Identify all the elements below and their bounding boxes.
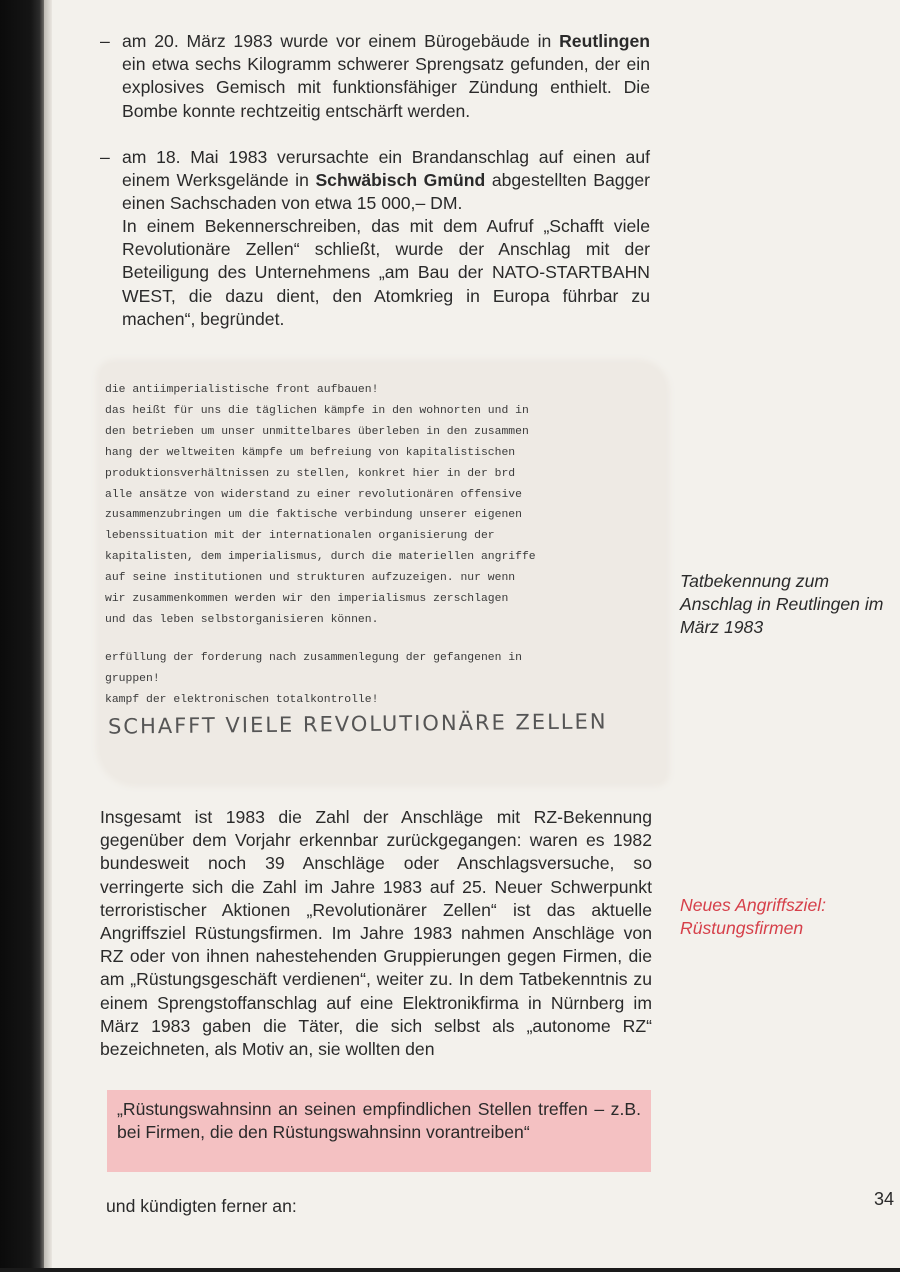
quote-text: „Rüstungswahnsinn an seinen empfindlichen Stellen treffen – z.B. bei Firmen, die den Rüstungswahnsinn vorantreiben“ [117,1099,641,1142]
bullet-dash: – [100,147,110,167]
page-gutter [44,0,52,1272]
book-spine-shadow [0,0,44,1272]
margin-note-angriffsziel: Neues Angriffsziel: Rüstungsfirmen [680,895,827,938]
bullet-schwaebisch-gmuend: – am 18. Mai 1983 verursachte ein Brandanschlag auf einen auf einem Werksgelände in Schwäbisch Gmünd abgestellten Bagger einen Sachschaden von etwa 15 000,– DM. [100,147,650,214]
place-schwaebisch-gmuend: Schwäbisch Gmünd [315,170,486,191]
body-paragraph: Insgesamt ist 1983 die Zahl der Anschläge mit RZ-Bekennung gegenüber dem Vorjahr erkennbar zurückgegangen: waren es 1982 bundesweit noch 39 Anschläge oder Anschlagsversuche, so verringerte sich die Zahl im Jahre 1983 auf 25. Neuer Schwerpunkt terroristischer Aktionen „Revolutionärer Zellen“ ist das aktuelle Angriffsziel Rüstungsfirmen. Im Jahre 1983 nahmen Anschläge von RZ oder von ihnen nahestehenden Gruppierungen gegen Firmen, die am „Rüstungsgeschäft verdienen“, weiter zu. In dem Tatbekenntnis zu einem Sprengstoffanschlag auf eine Elektronikfirma in Nürnberg im März 1983 gaben die Täter, die sich selbst als „autonome RZ“ bezeichneten, als Motiv an, sie wollten den [100,807,652,1060]
handwritten-slogan: SCHAFFT VIELE REVOLUTIONÄRE ZELLEN [107,709,608,739]
margin-note-tatbekennung: Tatbekennung zum Anschlag in Reutlingen im März 1983 [680,571,884,637]
bullet-reutlingen: – am 20. März 1983 wurde vor einem Bürogebäude in Reutlingen ein etwa sechs Kilogramm schwerer Sprengsatz gefunden, der ein explosives Gemisch mit funktionsfähiger Zündung enthielt. Die Bombe konnte rechtzeitig entschärft werden. [100,31,650,121]
closing-line: und kündigten ferner an: [106,1196,297,1216]
typescript-paragraph: die antiimperialistische front aufbauen! das heißt für uns die täglichen kämpfe in den wohnorten und in den betrieben um unser unmittelbares überleben in den zusammen hang der weltweiten kämpfe um befreiung von kapitalistischen produktionsverhältnissen zu stellen, konkret hier in der brd alle ansätze von widerstand zu einer revolutionären offensive zusammenzubringen um die faktische verbindung unserer eigenen lebenssituation mit der internationalen organisierung der kapitalisten, dem imperialismus, durch die materiellen angriffe auf seine institutionen und strukturen aufzuzeigen. nur wenn wir zusammenkommen werden wir den imperialismus zerschlagen und das leben selbstorganisieren können. [105,384,536,626]
bekennerschreiben-paragraph: In einem Bekennerschreiben, das mit dem Aufruf „Schafft viele Revolutionäre Zellen“ schließt, wurde der Anschlag mit der Beteiligung des Unternehmens „am Bau der NATO-STARTBAHN WEST, die dazu dient, den Atomkrieg in Europa führbar zu machen“, begründet. [122,216,650,329]
bottom-edge [0,1268,900,1272]
typescript-demands: erfüllung der forderung nach zusammenlegung der gefangenen in gruppen! kampf der elektronischen totalkontrolle! [105,652,522,706]
bullet-dash: – [100,31,110,51]
place-reutlingen: Reutlingen [559,31,650,51]
page-number: 34 [874,1189,895,1209]
